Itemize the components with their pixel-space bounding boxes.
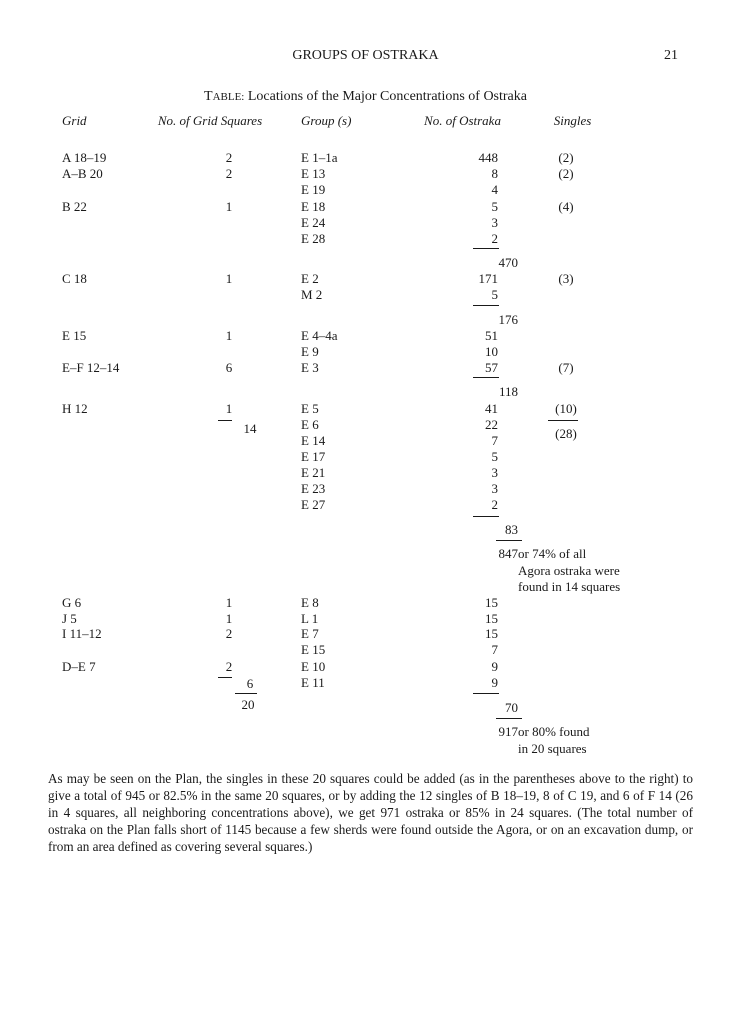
grid-cell: H 12 (62, 401, 88, 416)
column-header-grid: Grid (62, 113, 87, 128)
sum-rule (473, 248, 499, 249)
ostraka-cell: 5 (491, 287, 498, 302)
ostraka-cell: 15 (485, 595, 498, 610)
sum-rule (473, 693, 499, 694)
group-cell: E 10 (301, 659, 326, 674)
group-cell: E 5 (301, 401, 319, 416)
ostraka-grand-total: 917 (498, 724, 518, 739)
remark-line: found in 14 squares (518, 579, 621, 594)
ostraka-cell: 15 (485, 611, 498, 626)
singles-cell: (2) (558, 150, 574, 165)
sum-rule (473, 377, 499, 378)
ostraka-cell: 3 (491, 215, 498, 230)
ostraka-cell: 2 (491, 231, 498, 246)
grid-cell: J 5 (62, 611, 77, 626)
ostraka-cell: 7 (491, 433, 498, 448)
ostraka-cell: 57 (485, 360, 498, 375)
remark-line: in 20 squares (518, 741, 587, 756)
squares-cell: 2 (225, 659, 233, 674)
singles-total: (28) (555, 426, 577, 441)
group-cell: L 1 (301, 611, 319, 626)
grid-cell: G 6 (62, 595, 82, 610)
grid-cell: A 18–19 (62, 150, 107, 165)
remark-line: Agora ostraka were (518, 563, 620, 578)
squares-cell: 2 (225, 150, 233, 165)
caption-prefix-rest: ABLE: (212, 91, 245, 103)
page-number: 21 (664, 48, 678, 63)
singles-cell: (7) (558, 360, 574, 375)
sum-rule (496, 718, 522, 719)
grid-cell: I 11–12 (62, 626, 102, 641)
ostraka-cell: 9 (491, 659, 498, 674)
ostraka-cell: 7 (491, 642, 498, 657)
column-header-singles: Singles (553, 113, 592, 128)
grid-cell: D–E 7 (62, 659, 96, 674)
singles-cell: (2) (558, 166, 574, 181)
ostraka-cell: 3 (491, 481, 498, 496)
column-header-ostraka: No. of Ostraka (424, 113, 501, 128)
group-cell: E 13 (301, 166, 326, 181)
group-cell: E 9 (301, 344, 319, 359)
squares-cell: 1 (225, 401, 233, 416)
ostraka-cell: 4 (491, 182, 498, 197)
ostraka-cell: 10 (485, 344, 498, 359)
caption-text: Locations of the Major Concentrations of Ostraka (244, 89, 527, 104)
ostraka-subtotal: 118 (498, 384, 518, 399)
squares-cell: 1 (225, 611, 233, 626)
squares-cell: 6 (225, 360, 233, 375)
group-cell: E 2 (301, 271, 319, 286)
table-caption (0, 88, 731, 104)
ostraka-cell: 5 (491, 449, 498, 464)
ostraka-subtotal: 83 (505, 522, 518, 537)
squares-cell: 1 (225, 328, 233, 343)
squares-cell: 1 (225, 271, 233, 286)
group-cell: E 15 (301, 642, 326, 657)
group-cell: E 21 (301, 465, 326, 480)
group-cell: E 3 (301, 360, 319, 375)
squares-cell: 2 (225, 166, 233, 181)
ostraka-cell: 171 (478, 271, 498, 286)
grid-cell: C 18 (62, 271, 87, 286)
ostraka-cell: 3 (491, 465, 498, 480)
ostraka-cell: 15 (485, 626, 498, 641)
sum-rule (218, 677, 232, 678)
note-paragraph: As may be seen on the Plan, the singles in these 20 squares could be added (as in the parentheses above to the right) to give a total of 945 or 82.5% in the same 20 squares, or by adding the 12 singles of B 18–19, 8 of C 19, and 6 of F 14 (26 in 4 squares, all neighboring concentrations above), we get 971 ostraka or 85% in 24 squares. (The total number of ostraka on the Plan falls short of 1145 because a few sherds were found outside the Agora, or on an excavation dump, or from an area defined as covering several squares.) (48, 771, 693, 855)
sum-rule (218, 420, 232, 421)
remark-line: or 74% of all (518, 546, 587, 561)
group-cell: E 27 (301, 497, 326, 512)
sum-rule (473, 305, 499, 306)
squares-cell: 1 (225, 199, 233, 214)
squares-cell: 2 (225, 626, 233, 641)
group-cell: E 24 (301, 215, 326, 230)
group-cell: E 23 (301, 481, 326, 496)
ostraka-cumulative-total: 847 (498, 546, 518, 561)
column-header-groups: Group (s) (301, 113, 352, 128)
singles-cell: (10) (555, 401, 577, 416)
squares-total: 20 (241, 697, 255, 712)
ostraka-cell: 2 (491, 497, 498, 512)
grid-cell: B 22 (62, 199, 87, 214)
caption-prefix-initial: T (204, 89, 213, 104)
group-cell: E 11 (301, 675, 325, 690)
squares-subtotal: 6 (246, 676, 254, 691)
ostraka-cell: 22 (485, 417, 498, 432)
group-cell: E 19 (301, 182, 326, 197)
singles-cell: (3) (558, 271, 574, 286)
group-cell: E 28 (301, 231, 326, 246)
group-cell: E 17 (301, 449, 326, 464)
sum-rule (235, 693, 257, 694)
ostraka-subtotal: 70 (505, 700, 518, 715)
ostraka-subtotal: 176 (498, 312, 518, 327)
group-cell: E 1–1a (301, 150, 338, 165)
ostraka-cell: 5 (491, 199, 498, 214)
ostraka-cell: 41 (485, 401, 498, 416)
grid-cell: A–B 20 (62, 166, 103, 181)
squares-subtotal: 14 (243, 421, 257, 436)
ostraka-cell: 9 (491, 675, 498, 690)
column-header-grid-squares: No. of Grid Squares (157, 113, 263, 128)
sum-rule (473, 516, 499, 517)
group-cell: E 7 (301, 626, 319, 641)
sum-rule (496, 540, 522, 541)
sum-rule (548, 420, 578, 421)
group-cell: E 14 (301, 433, 326, 448)
group-cell: E 4–4a (301, 328, 338, 343)
singles-cell: (4) (558, 199, 574, 214)
remark-line: or 80% found (518, 724, 590, 739)
group-cell: E 18 (301, 199, 326, 214)
group-cell: E 8 (301, 595, 319, 610)
ostraka-cell: 448 (478, 150, 498, 165)
grid-cell: E 15 (62, 328, 87, 343)
ostraka-cell: 51 (485, 328, 498, 343)
running-title: GROUPS OF OSTRAKA (292, 48, 439, 63)
group-cell: E 6 (301, 417, 319, 432)
group-cell: M 2 (301, 287, 323, 302)
ostraka-cell: 8 (491, 166, 498, 181)
squares-cell: 1 (225, 595, 233, 610)
grid-cell: E–F 12–14 (62, 360, 120, 375)
ostraka-subtotal: 470 (498, 255, 518, 270)
